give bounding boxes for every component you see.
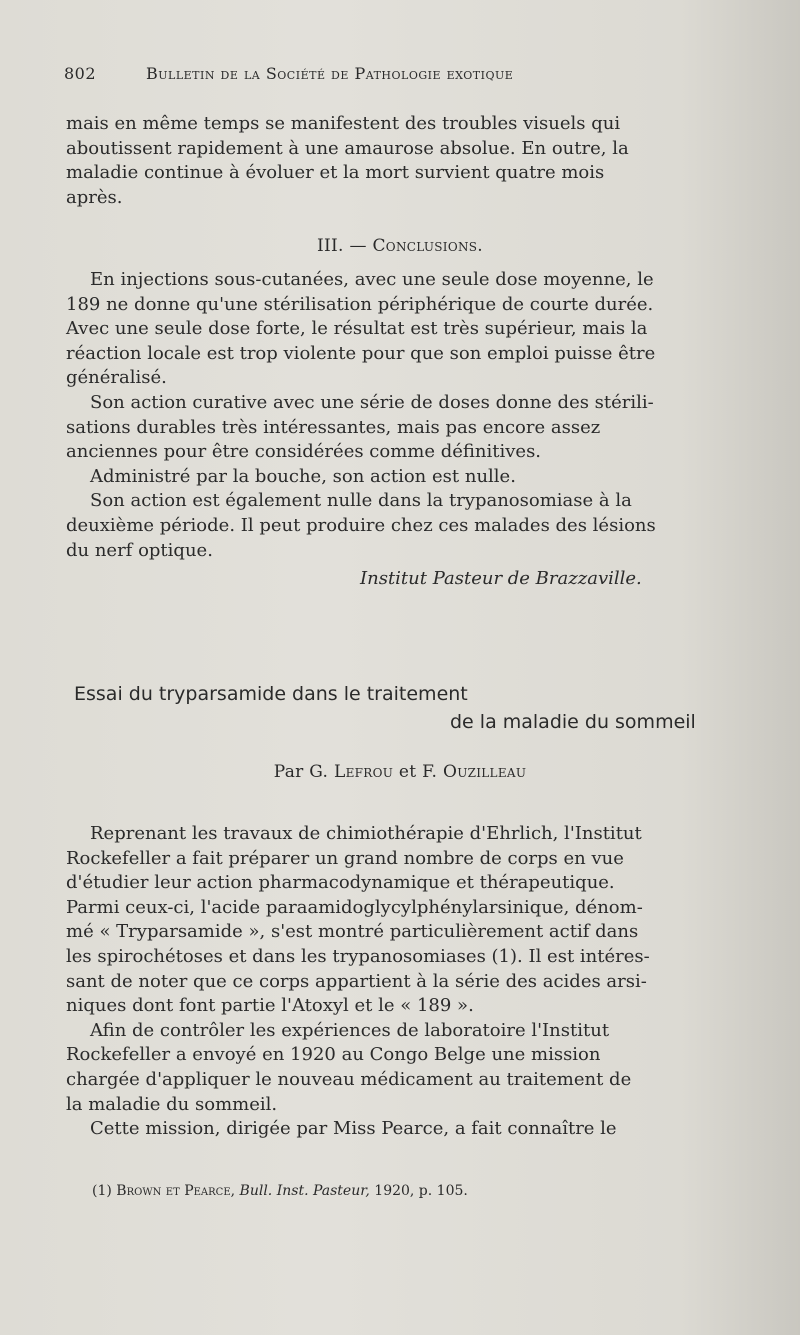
conclusion-paragraph xyxy=(66,465,708,490)
text-line: Cette mission, dirigée par Miss Pearce, a fait connaître le xyxy=(90,1118,617,1140)
conclusions-text xyxy=(66,268,708,563)
text-line: maladie continue à évoluer et la mort survient quatre mois xyxy=(66,162,605,184)
text-line: En injections sous-cutanées, avec une seule dose moyenne, le xyxy=(90,269,654,290)
continuation-paragraph xyxy=(66,112,708,210)
text-line: mais en même temps se manifestent des troubles visuels qui xyxy=(66,113,621,134)
author-name: Lefrou xyxy=(333,762,394,782)
text-line: 189 ne donne qu'une stérilisation périphérique de courte durée. xyxy=(66,293,654,315)
text-line: Son action curative avec une série de doses donne des stérili- xyxy=(90,391,654,413)
conclusion-paragraph xyxy=(66,268,708,391)
footnote-source: Bull. Inst. Pasteur, xyxy=(239,1183,370,1199)
text-line: anciennes pour être considérées comme définitives. xyxy=(66,441,542,463)
text-line: Avec une seule dose forte, le résultat est très supérieur, mais la xyxy=(66,318,648,340)
text-line: deuxième période. Il peut produire chez ces malades des lésions xyxy=(66,514,656,536)
footnote-marker: (1) xyxy=(92,1183,112,1199)
text-line: Afin de contrôler les expériences de laboratoire l'Institut xyxy=(90,1019,610,1041)
text-line: généralisé. xyxy=(66,367,167,389)
text-line: niques dont font partie l'Atoxyl et le « 189 ». xyxy=(66,995,474,1017)
text-line: mé « Tryparsamide », s'est montré particulièrement actif dans xyxy=(66,921,639,943)
text-line: d'étudier leur action pharmacodynamique et thérapeutique. xyxy=(66,872,615,894)
section-title: Conclusions. xyxy=(372,236,483,256)
byline xyxy=(0,762,800,782)
text-line: la maladie du sommeil. xyxy=(66,1093,278,1115)
footnote-authors: Brown et Pearce, xyxy=(116,1183,236,1199)
conclusion-paragraph xyxy=(66,489,708,563)
text-line: réaction locale est trop violente pour que son emploi puisse être xyxy=(66,342,656,364)
conclusion-paragraph xyxy=(66,391,708,465)
body-paragraph xyxy=(66,1117,708,1142)
article-title-line2: de la maladie du sommeil xyxy=(450,711,696,733)
text-line: chargée d'appliquer le nouveau médicament au traitement de xyxy=(66,1068,632,1090)
section-number: III. xyxy=(317,236,344,256)
text-line: Son action est également nulle dans la trypanosomiase à la xyxy=(90,490,632,512)
text-line: après. xyxy=(66,186,123,208)
text-line: aboutissent rapidement à une amaurose absolue. En outre, la xyxy=(66,137,629,159)
byline-prefix: Par G. xyxy=(273,762,329,782)
text-line: sant de noter que ce corps appartient à la série des acides arsi- xyxy=(66,970,647,992)
text-line: Rockefeller a envoyé en 1920 au Congo Belge une mission xyxy=(66,1044,601,1066)
body-paragraph xyxy=(66,822,708,1019)
text-line: sations durables très intéressantes, mais pas encore assez xyxy=(66,416,601,438)
institution-signature: Institut Pasteur de Brazzaville. xyxy=(360,568,642,589)
section-heading xyxy=(0,236,800,256)
article-body xyxy=(66,822,708,1142)
author-name: Ouzilleau xyxy=(442,762,527,782)
page-number: 802 xyxy=(64,64,97,83)
text-line: Rockefeller a fait préparer un grand nombre de corps en vue xyxy=(66,847,624,869)
journal-title: Bulletin de la Société de Pathologie exotique xyxy=(146,64,514,83)
text-line: du nerf optique. xyxy=(66,539,213,561)
text-line: les spirochétoses et dans les trypanosomiases (1). Il est intéres- xyxy=(66,945,650,967)
text-line: Parmi ceux-ci, l'acide paraamidoglycylphénylarsinique, dénom- xyxy=(66,896,643,918)
article-title xyxy=(74,680,724,736)
byline-conjunction: et F. xyxy=(398,762,438,782)
footnote xyxy=(92,1183,468,1199)
text-line: Reprenant les travaux de chimiothérapie d'Ehrlich, l'Institut xyxy=(90,823,642,844)
text-line: Administré par la bouche, son action est nulle. xyxy=(90,465,516,487)
article-title-line1: Essai du tryparsamide dans le traitement xyxy=(74,683,468,705)
footnote-details: 1920, p. 105. xyxy=(374,1183,468,1199)
body-paragraph xyxy=(66,1019,708,1117)
section-dash: — xyxy=(349,236,367,256)
